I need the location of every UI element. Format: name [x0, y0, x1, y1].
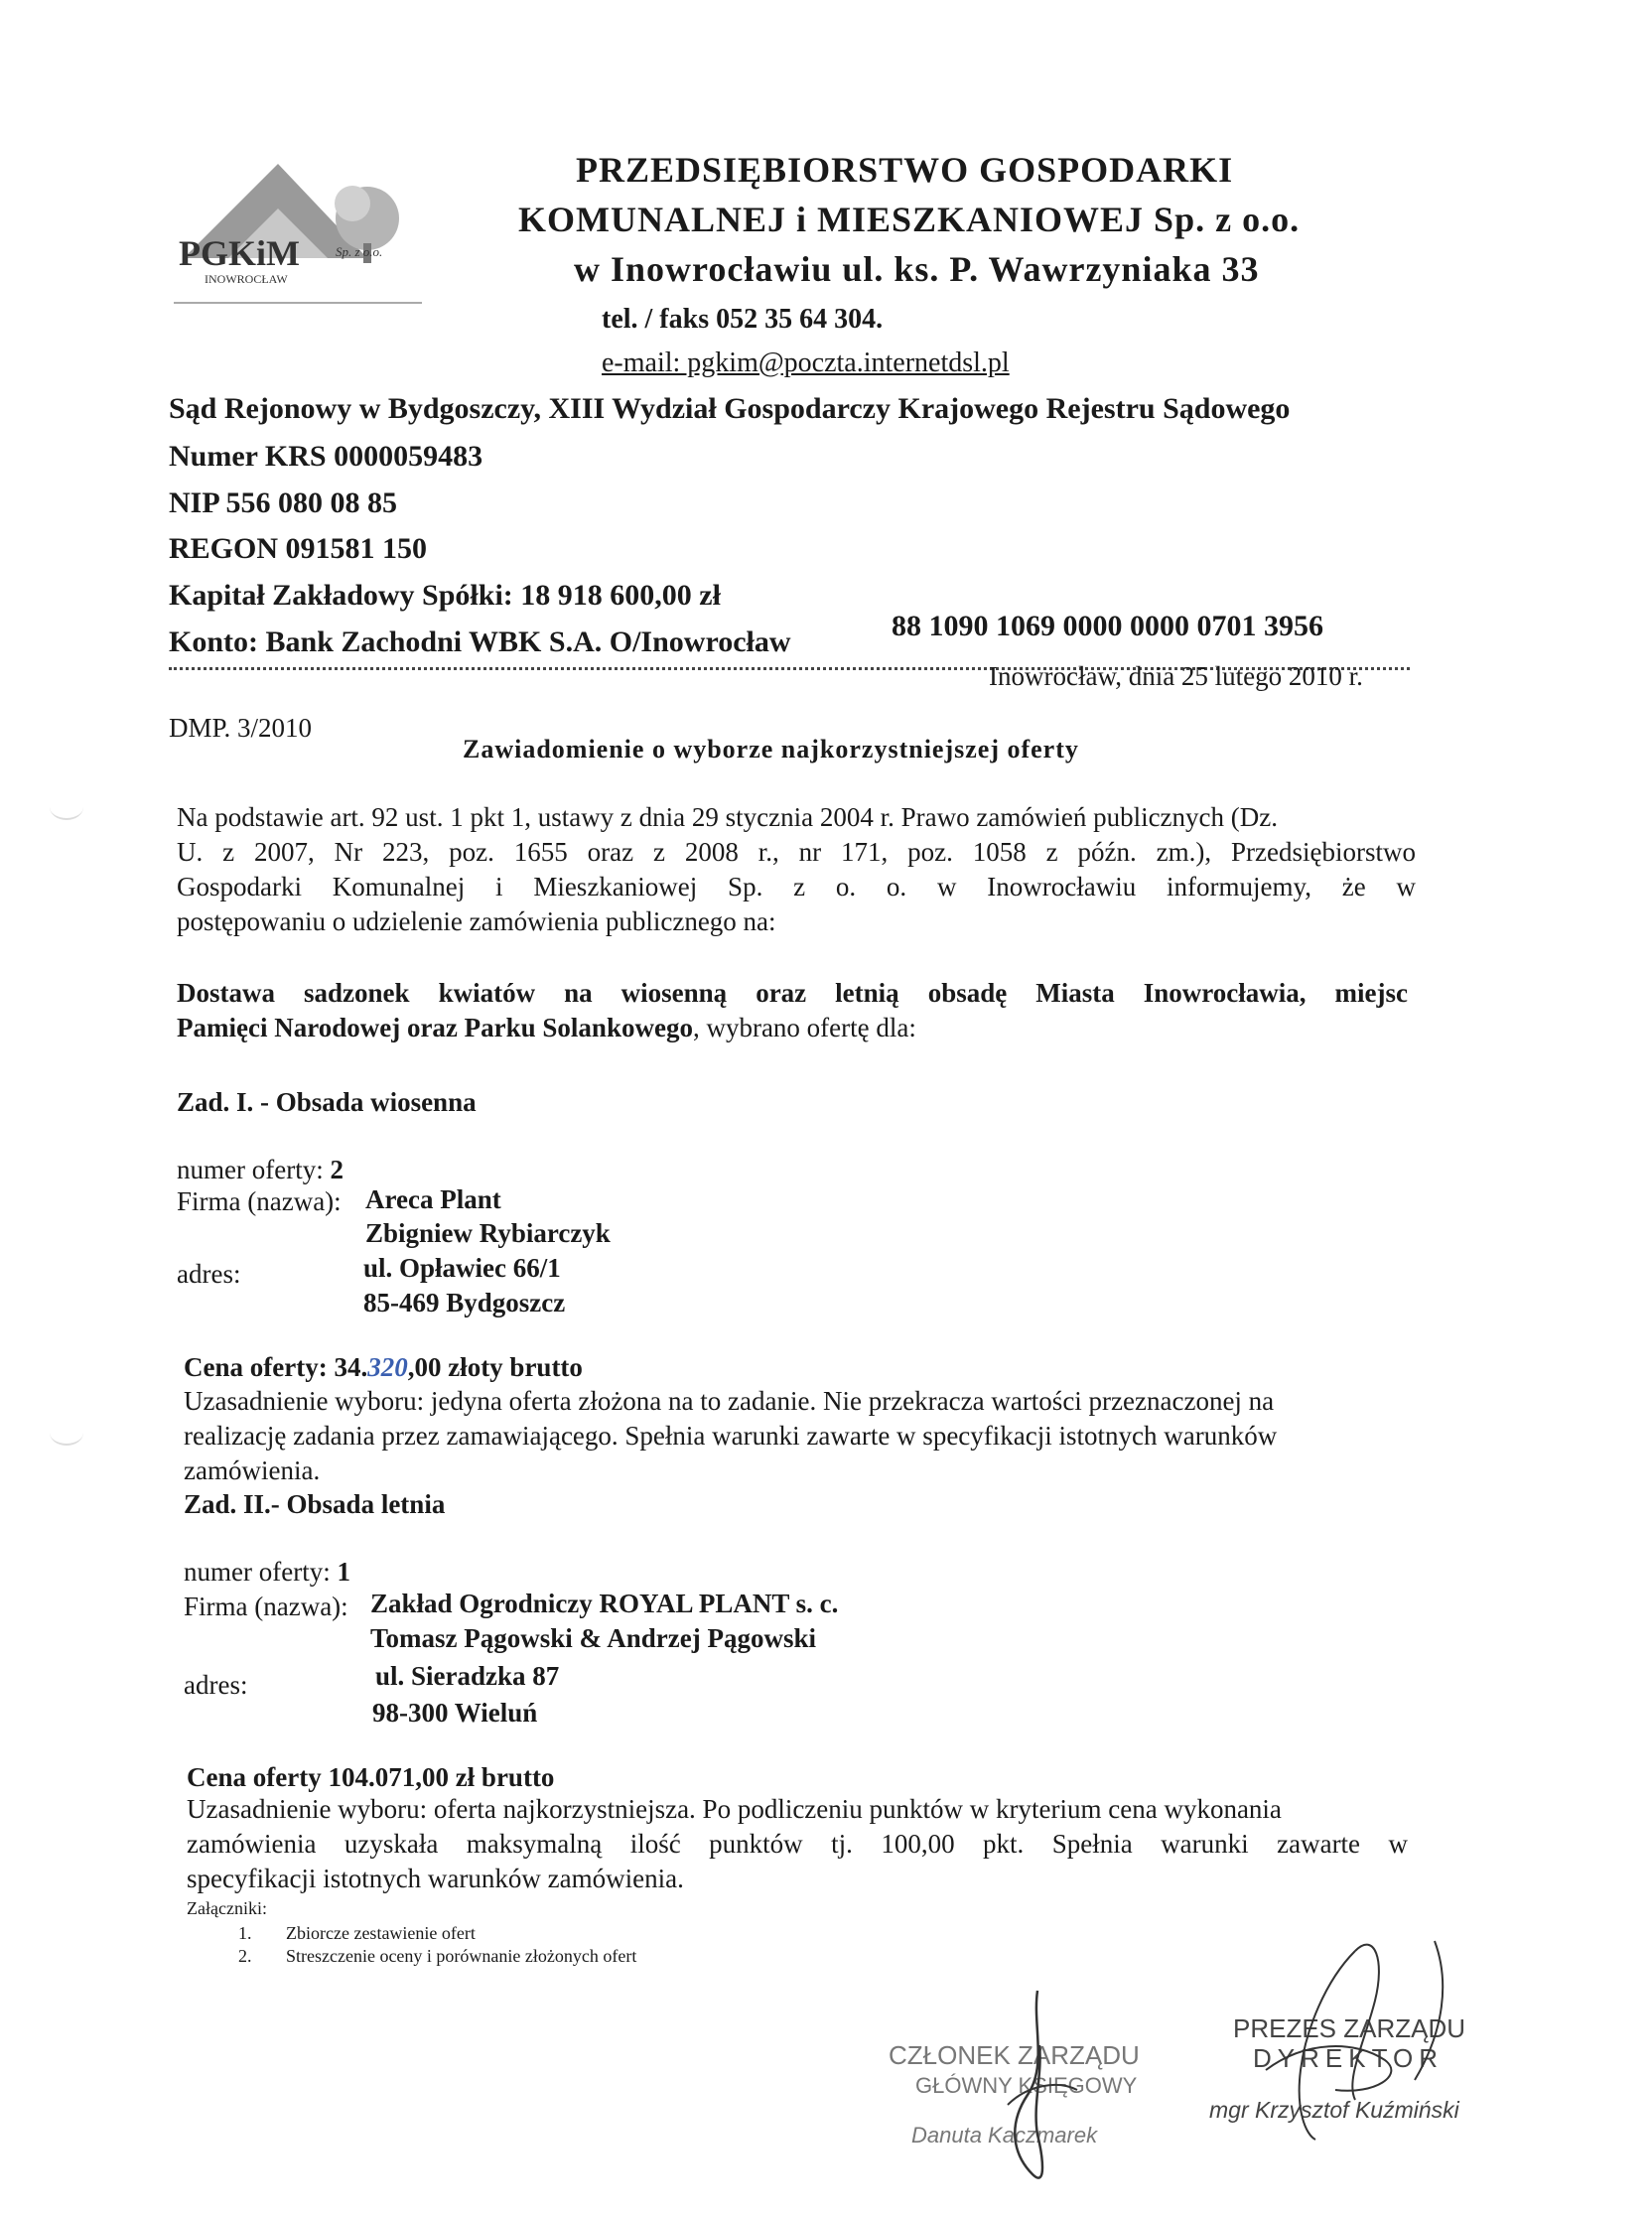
- price-handwritten-correction: 320: [367, 1352, 408, 1382]
- task-heading: Zad. II.- Obsada letnia: [184, 1489, 446, 1519]
- logo-suffix: Sp. z o.o.: [336, 244, 383, 259]
- attachment-number: 2.: [238, 1946, 252, 1966]
- offer-number: 1: [337, 1557, 350, 1587]
- firm-name-line: Zbigniew Rybiarczyk: [365, 1218, 611, 1248]
- place-and-date: Inowrocław, dnia 25 lutego 2010 r.: [989, 661, 1363, 691]
- task-heading: Zad. I. - Obsada wiosenna: [177, 1087, 477, 1117]
- firm-name-line: Tomasz Pągowski & Andrzej Pągowski: [370, 1623, 817, 1653]
- justification-line: realizację zadania przez zamawiającego. Spełnia warunki zawarte w specyfikacji istotnych warunków: [184, 1421, 1278, 1451]
- attachment-item: [238, 1946, 636, 1967]
- justification-line: Uzasadnienie wyboru: jedyna oferta złożona na to zadanie. Nie przekracza wartości przeznaczonej na: [184, 1386, 1275, 1416]
- firm-label: Firma (nazwa):: [177, 1186, 342, 1216]
- regon-number: REGON 091581 150: [169, 532, 428, 565]
- attachment-number: 1.: [238, 1923, 252, 1943]
- krs-number: Numer KRS 0000059483: [169, 440, 483, 473]
- share-capital: Kapitał Zakładowy Spółki: 18 918 600,00 zł: [169, 579, 721, 612]
- offer-price: Cena oferty 104.071,00 zł brutto: [187, 1762, 555, 1792]
- court-registry: Sąd Rejonowy w Bydgoszczy, XIII Wydział Gospodarczy Krajowego Rejestru Sądowego: [169, 392, 1291, 425]
- firm-name-line: Zakład Ogrodniczy ROYAL PLANT s. c.: [370, 1589, 839, 1618]
- offer-number-row: [177, 1155, 344, 1185]
- company-address: w Inowrocławiu ul. ks. P. Wawrzyniaka 33: [574, 249, 1260, 289]
- intro-line: postępowaniu o udzielenie zamówienia publicznego na:: [177, 906, 776, 936]
- subject-line: Dostawa sadzonek kwiatów na wiosenną oraz letnią obsadę Miasta Inowrocławia, miejsc: [177, 978, 1408, 1008]
- stamp-member-name: Danuta Kaczmarek: [911, 2123, 1098, 2148]
- stamp-president-name: mgr Krzysztof Kuźmiński: [1209, 2097, 1459, 2123]
- company-email: e-mail: pgkim@poczta.internetdsl.pl: [602, 347, 1010, 378]
- firm-label: Firma (nazwa):: [184, 1592, 348, 1621]
- company-name-line2: KOMUNALNEJ i MIESZKANIOWEJ Sp. z o.o.: [518, 200, 1301, 239]
- address-label: adres:: [177, 1259, 241, 1289]
- offer-number-label: numer oferty:: [177, 1155, 324, 1184]
- intro-line: U. z 2007, Nr 223, poz. 1655 oraz z 2008 r., nr 171, poz. 1058 z późn. zm.), Przedsiębiorstwo: [177, 837, 1416, 867]
- subject-bold: Pamięci Narodowej oraz Parku Solankowego: [177, 1013, 693, 1042]
- attachment-text: Zbiorcze zestawienie ofert: [286, 1923, 476, 1943]
- firm-name-line: Areca Plant: [365, 1184, 501, 1214]
- offer-number-label: numer oferty:: [184, 1557, 331, 1587]
- offer-price: [184, 1352, 583, 1383]
- signature-left-icon: [988, 1986, 1087, 2194]
- address-line: ul. Opławiec 66/1: [363, 1253, 561, 1283]
- stamp-member-board-line1: CZŁONEK ZARZĄDU: [889, 2040, 1140, 2070]
- nip-number: NIP 556 080 08 85: [169, 486, 398, 519]
- document-title: Zawiadomienie o wyborze najkorzystniejszej oferty: [463, 735, 1079, 763]
- logo-text: PGKiM: [179, 233, 300, 273]
- attachment-item: [238, 1923, 476, 1944]
- company-name-line1: PRZEDSIĘBIORSTWO GOSPODARKI: [576, 150, 1234, 190]
- offer-number: 2: [330, 1155, 344, 1184]
- stamp-president-line2: DYREKTOR: [1253, 2043, 1444, 2073]
- address-line: 98-300 Wieluń: [372, 1698, 538, 1728]
- stamp-member-board-line2: GŁÓWNY KSIĘGOWY: [915, 2073, 1138, 2098]
- price-prefix: Cena oferty: 34.: [184, 1352, 368, 1382]
- address-line: ul. Sieradzka 87: [375, 1661, 560, 1691]
- punch-hole-mark: [50, 794, 83, 820]
- signature-right-icon: [1206, 1921, 1464, 2149]
- bank-account-label: Konto: Bank Zachodni WBK S.A. O/Inowrocław: [169, 625, 791, 658]
- justification-line: zamówienia uzyskała maksymalną ilość punktów tj. 100,00 pkt. Spełnia warunki zawarte w: [187, 1829, 1408, 1859]
- intro-line: Na podstawie art. 92 ust. 1 pkt 1, ustawy z dnia 29 stycznia 2004 r. Prawo zamówień publicznych (Dz.: [177, 802, 1278, 832]
- address-line: 85-469 Bydgoszcz: [363, 1288, 566, 1317]
- logo-city: INOWROCŁAW: [205, 272, 288, 286]
- company-phone: tel. / faks 052 35 64 304.: [602, 304, 884, 335]
- attachment-text: Streszczenie oceny i porównanie złożonych ofert: [286, 1946, 637, 1966]
- justification-line: specyfikacji istotnych warunków zamówienia.: [187, 1864, 684, 1893]
- stamp-president-line1: PREZES ZARZĄDU: [1233, 2013, 1466, 2043]
- intro-line: Gospodarki Komunalnej i Mieszkaniowej Sp. z o. o. w Inowrocławiu informujemy, że w: [177, 872, 1416, 901]
- company-logo: [169, 149, 427, 298]
- subject-line: [177, 1013, 916, 1043]
- bank-account-number: 88 1090 1069 0000 0000 0701 3956: [892, 610, 1323, 642]
- justification-line: Uzasadnienie wyboru: oferta najkorzystniejsza. Po podliczeniu punktów w kryterium cena wykonania: [187, 1794, 1282, 1824]
- address-label: adres:: [184, 1670, 248, 1700]
- reference-number: DMP. 3/2010: [169, 713, 313, 743]
- attachments-label: Załączniki:: [187, 1898, 267, 1918]
- price-suffix: ,00 złoty brutto: [407, 1352, 583, 1382]
- punch-hole-mark: [50, 1420, 83, 1446]
- offer-number-row: [184, 1557, 350, 1588]
- justification-line: zamówienia.: [184, 1455, 321, 1485]
- subject-rest: , wybrano ofertę dla:: [692, 1013, 916, 1042]
